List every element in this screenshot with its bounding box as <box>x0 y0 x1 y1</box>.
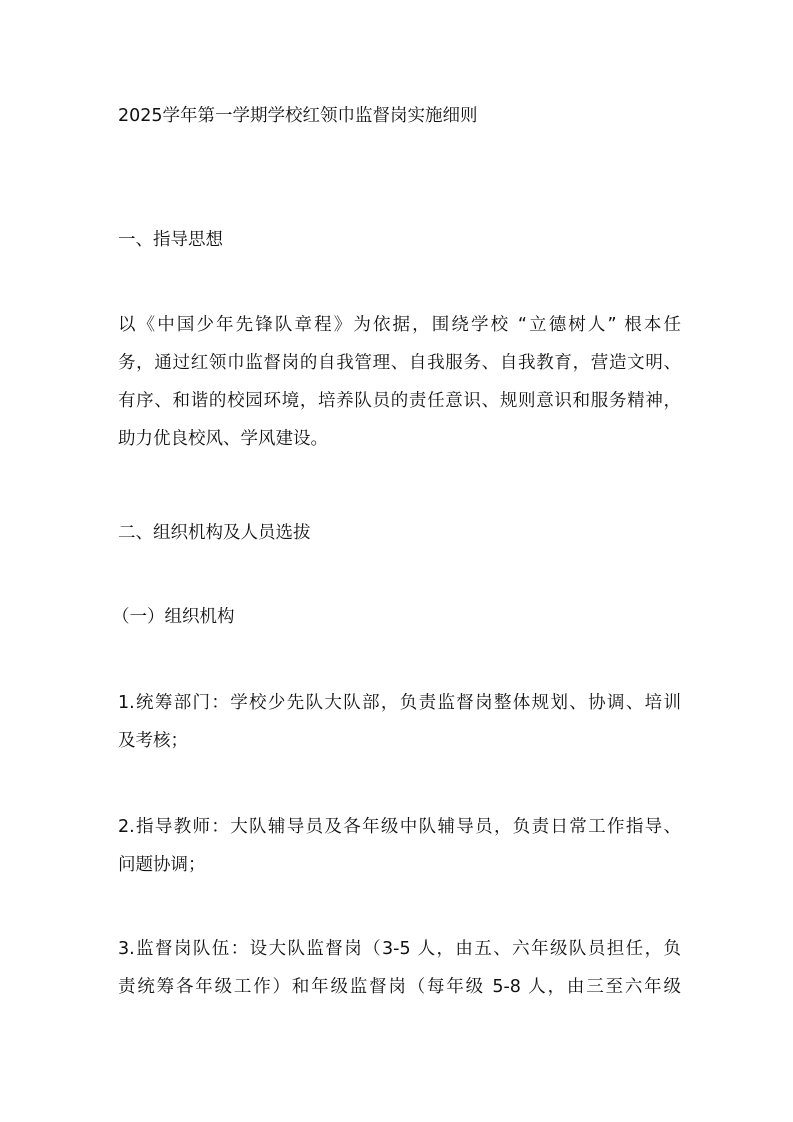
paragraph-line: 助力优良校风、学风建设。 <box>118 429 328 449</box>
list-item-line: 3.监督岗队伍：设大队监督岗（3-5 人，由五、六年级队员担任，负 <box>118 939 681 959</box>
paragraph-line: 务，通过红领巾监督岗的自我管理、自我服务、自我教育，营造文明、 <box>118 353 681 373</box>
paragraph-line: 以《中国少年先锋队章程》为依据，围绕学校 “立德树人” 根本任 <box>118 315 681 335</box>
paragraph-line: 有序、和谐的校园环境，培养队员的责任意识、规则意识和服务精神， <box>118 391 681 411</box>
list-item-line: 2.指导教师：大队辅导员及各年级中队辅导员，负责日常工作指导、 <box>118 817 681 837</box>
section-heading: 二、组织机构及人员选拔 <box>118 523 311 543</box>
subsection-heading: （一）组织机构 <box>112 607 235 627</box>
list-item-line: 责统筹各年级工作）和年级监督岗（每年级 5-8 人，由三至六年级 <box>118 977 681 997</box>
document-title: 2025学年第一学期学校红领巾监督岗实施细则 <box>118 106 478 126</box>
list-item-line: 问题协调； <box>118 855 206 875</box>
list-item-line: 及考核； <box>118 731 188 751</box>
list-item-line: 1.统筹部门：学校少先队大队部，负责监督岗整体规划、协调、培训 <box>118 693 681 713</box>
section-heading: 一、指导思想 <box>118 230 223 250</box>
